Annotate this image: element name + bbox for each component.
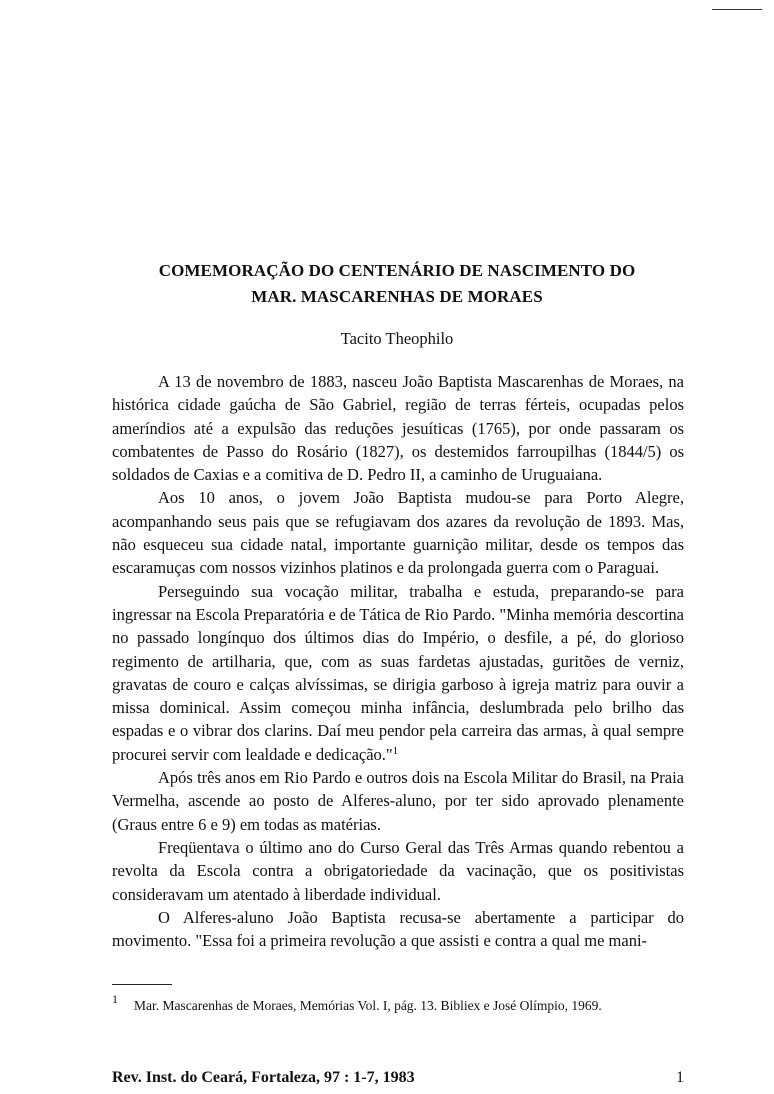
paragraph-2: [112, 486, 684, 579]
paragraph-4: [112, 766, 684, 836]
article-body: [112, 370, 684, 952]
page-number: 1: [676, 1069, 684, 1086]
paragraph-text: Aos 10 anos, o jovem João Baptista mudou-se para Porto Alegre, acompanhando seus pais que se refugiavam dos azares da revolução de 1893. Mas, não esqueceu sua cidade natal, importante guarnição militar, desde os tempos das escaramuças com nossos vizinhos platinos e da prolongada guerra com o Paraguai.: [112, 488, 684, 578]
footnote-text: Mar. Mascarenhas de Moraes, Memórias Vol. I, pág. 13. Bibliex e José Olímpio, 1969.: [134, 998, 602, 1013]
title-line-2: MAR. MASCARENHAS DE MORAES: [251, 287, 543, 306]
paragraph-3: [112, 580, 684, 766]
title-line-1: COMEMORAÇÃO DO CENTENÁRIO DE NASCIMENTO DO: [158, 261, 636, 280]
author-name: Tacito Theophilo: [340, 329, 454, 348]
paragraph-1: [112, 370, 684, 486]
paragraph-text: Após três anos em Rio Pardo e outros dois na Escola Militar do Brasil, na Praia Vermelha, ascende ao posto de Alferes-aluno, por ter sido aprovado plenamente (Graus entre 6 e 9) em todas as matérias.: [112, 768, 684, 834]
paragraph-text: A 13 de novembro de 1883, nasceu João Baptista Mascarenhas de Moraes, na histórica cidade gaúcha de São Gabriel, região de terras férteis, ocupadas pelos ameríndios até a expulsão das reduções jesuíticas (1765), por onde passaram os combatentes de Passo do Rosário (1827), os destemidos farroupilhas (1844/5) os soldados de Caxias e a comitiva de D. Pedro II, a caminho de Uruguaiana.: [112, 372, 684, 485]
paragraph-5: [112, 836, 684, 906]
scan-corner-mark: [712, 9, 762, 10]
footnote-divider: [112, 984, 172, 985]
footnote-reference: 1: [392, 744, 399, 757]
page-footer: [112, 1069, 684, 1087]
journal-citation: Rev. Inst. do Ceará, Fortaleza, 97 : 1-7, 1983: [112, 1069, 415, 1086]
article-title: [110, 258, 684, 310]
footnote-number: 1: [112, 992, 118, 1006]
paragraph-text: O Alferes-aluno João Baptista recusa-se abertamente a participar do movimento. "Essa foi a primeira revolução a que assisti e contra a qual me mani-: [112, 907, 684, 951]
paragraph-6: [112, 906, 684, 953]
paragraph-text: Freqüentava o último ano do Curso Geral das Três Armas quando rebentou a revolta da Escola contra a obrigatoriedade da vacinação, que os positivistas consideravam um atentado à liberdade individual.: [112, 837, 684, 904]
paragraph-text: Perseguindo sua vocação militar, trabalha e estuda, preparando-se para ingressar na Escola Preparatória e de Tática de Rio Pardo. "Minha memória descortina no passado longínquo dos últimos dias do Império, o desfile, a pé, do glorioso regimento de artilharia, que, com as suas fardetas ajustadas, guritões de verniz, gravatas de couro e calças alvíssimas, se dirigia garboso à igreja matriz para ouvir a missa dominical. Assim começou minha infância, deslumbrada pelo brilho das espadas e o vibrar dos clarins. Daí meu pendor pela carreira das armas, à qual sempre procurei servir com lealdade e dedicação.": [112, 581, 684, 764]
